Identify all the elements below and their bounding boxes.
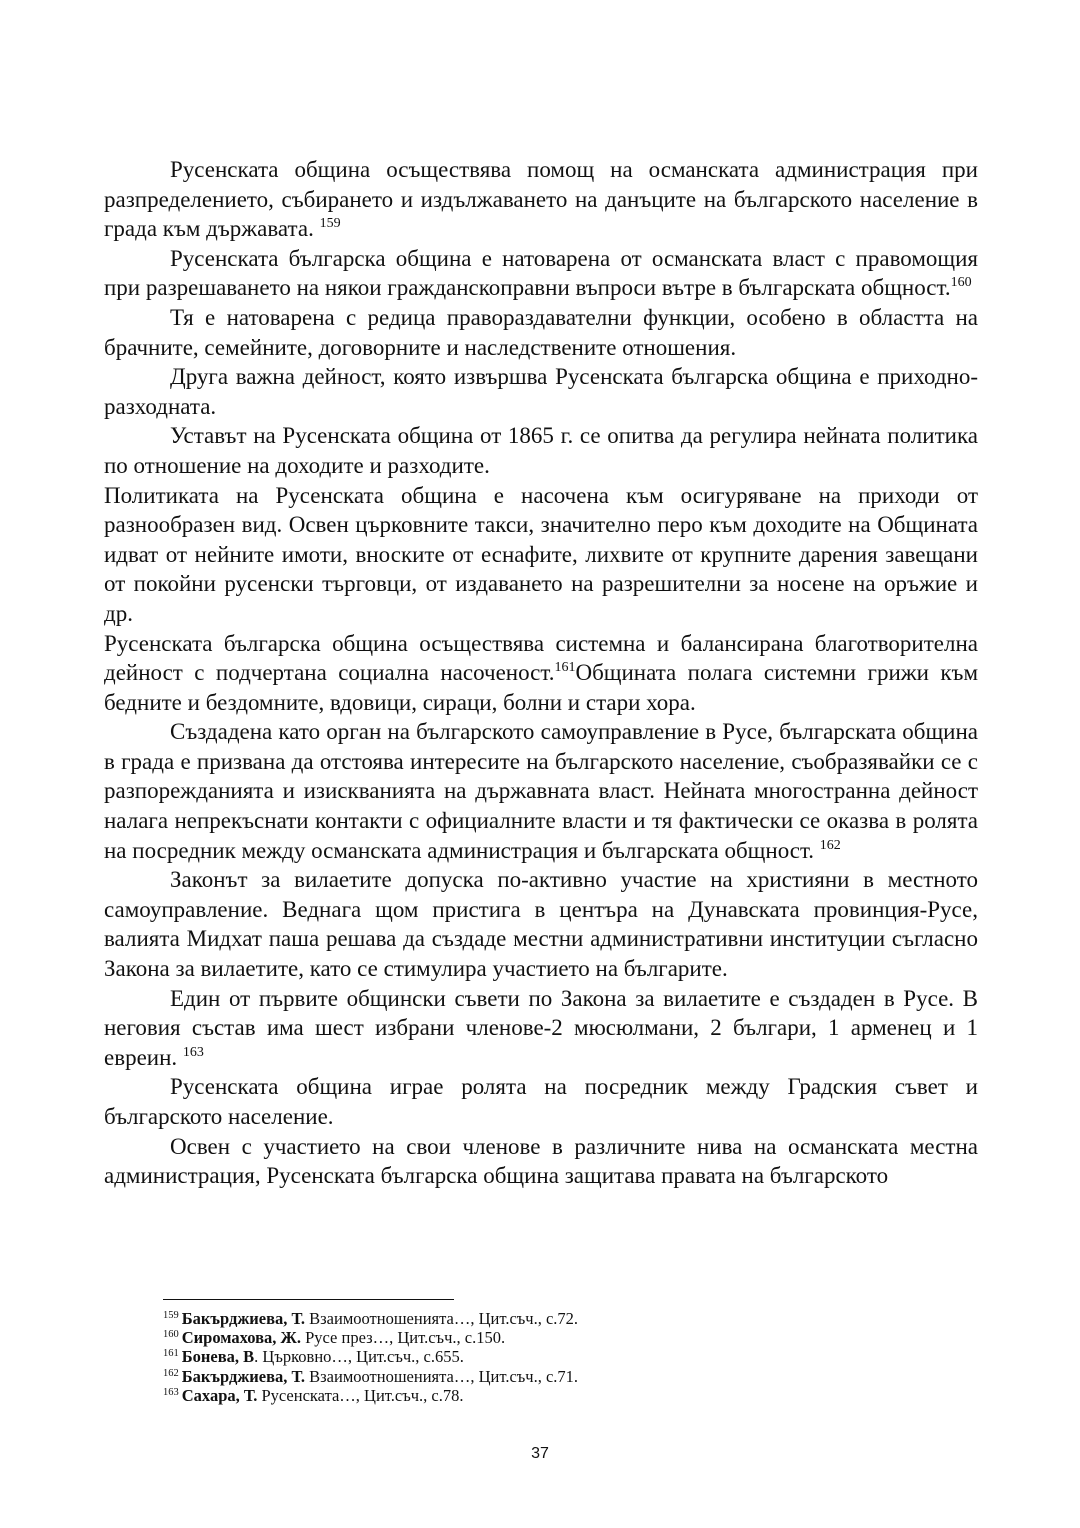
paragraph-text: Общината полага системни грижи към бедните и бездомните, вдовици, сираци, болни и стари хора. (104, 660, 978, 715)
paragraph-text: Законът за вилаетите допуска по-активно участие на християни в местното самоуправление. Веднага щом пристига в центъра на Дунавската провинция-Русе, валията Мидхат паша решава да създаде местни административни институции съгласно Закона за вилаетите, като се стимулира участието на българите. (104, 867, 978, 982)
footnote-author: Сахара, Т. (181, 1385, 258, 1405)
page-number: 37 (531, 1445, 549, 1462)
footnote-citation: Русе през…, Цит.съч., с.150. (300, 1328, 506, 1348)
paragraph-text: Русенската българска община осъществява системна и балансирана благотворителна дейност с подчертана социална насоченост. (104, 630, 978, 686)
footnote (163, 1328, 863, 1347)
footnote (163, 1347, 863, 1366)
paragraph-text: Русенската община играе ролята на посредник между Градския съвет и българското население. (104, 1074, 978, 1129)
footnote-reference: 161 (554, 660, 576, 676)
paragraph (104, 629, 978, 718)
footnote-reference: 162 (819, 837, 841, 853)
footnote-number: 160 (163, 1329, 179, 1341)
paragraph (104, 984, 978, 1073)
footnote-number: 159 (163, 1310, 179, 1321)
paragraph-text: Друга важна дейност, която извършва Русенската българска община е приходно-разходната. (104, 364, 978, 419)
paragraph (104, 421, 978, 480)
footnote-author: Сиромахова, Ж. (181, 1328, 301, 1348)
paragraph (104, 155, 978, 244)
paragraph-text: Уставът на Русенската община от 1865 г. се опитва да регулира нейната политика по отношение на доходите и разходите. (104, 423, 978, 478)
footnote (163, 1367, 863, 1386)
paragraph (104, 303, 978, 362)
footnote-number: 162 (163, 1367, 179, 1379)
footnote-citation: Взаимоотношенията…, Цит.съч., с.72. (305, 1309, 579, 1328)
footnote-reference: 163 (182, 1044, 204, 1060)
paragraph-text: Създадена като орган на българското самоуправление в Русе, българската община в града е призвана да отстоява интересите на българското население, съобразявайки се с разпорежданията и изискванията на държавната власт. Нейната многостранна дейност налага непрекъснати контакти с официалните власти и тя фактически се оказва в ролята на посредник между османската администрация и българската общност. (104, 719, 978, 863)
footnote (163, 1386, 863, 1405)
paragraph (104, 244, 978, 303)
paragraph (104, 1072, 978, 1131)
paragraph (104, 362, 978, 421)
footnotes (163, 1309, 863, 1405)
footnote-reference: 160 (950, 275, 972, 291)
body-text (104, 155, 978, 1191)
footnote-reference: 159 (319, 216, 341, 232)
paragraph-text: Един от първите общински съвети по Закона за вилаетите е създаден в Русе. В неговия състав има шест избрани членове-2 мюсюлмани, 2 българи, 1 арменец и 1 евреин. (104, 985, 978, 1070)
footnote-number: 163 (163, 1386, 179, 1398)
paragraph (104, 717, 978, 865)
footnote-number: 161 (163, 1348, 179, 1360)
paragraph-text: Русенската българска община е натоварена от османската власт с правомощия при разрешаването на някои гражданскоправни въпроси вътре в българската общност. (104, 245, 978, 301)
footnote-citation: Русенската…, Цит.съч., с.78. (257, 1385, 464, 1405)
footnote-author: Бакърджиева, Т. (181, 1366, 306, 1386)
paragraph-text: Тя е натоварена с редица правораздавателни функции, особено в областта на брачните, семейните, договорните и наследствените отношения. (104, 304, 978, 360)
footnote-citation: . Църковно…, Цит.съч., с.655. (254, 1347, 464, 1367)
paragraph (104, 481, 978, 629)
footnote-citation: Взаимоотношенията…, Цит.съч., с.71. (305, 1366, 579, 1386)
paragraph (104, 865, 978, 983)
footnote-author: Бакърджиева, Т. (181, 1309, 306, 1328)
footnote (163, 1309, 863, 1328)
paragraph (104, 1132, 978, 1191)
paragraph-text: Политиката на Русенската община е насочена към осигуряване на приходи от разнообразен вид. Освен църковните такси, значително перо към доходите на Общината идват от нейните имоти, вноските от еснафите, лихвите от крупните дарения завещани от покойни русенски търговци, от издаването на разрешителни за носене на оръжие и др. (104, 482, 978, 626)
paragraph-text: Русенската община осъществява помощ на османската администрация при разпределението, събирането и издължаването на данъците на българското население в града към държавата. (104, 157, 978, 242)
footnote-separator (163, 1299, 454, 1300)
paragraph-text: Освен с участието на свои членове в различните нива на османската местна администрация, Русенската българска община защитава правата на българското (104, 1133, 978, 1189)
footnote-author: Бонева, В (181, 1347, 255, 1367)
